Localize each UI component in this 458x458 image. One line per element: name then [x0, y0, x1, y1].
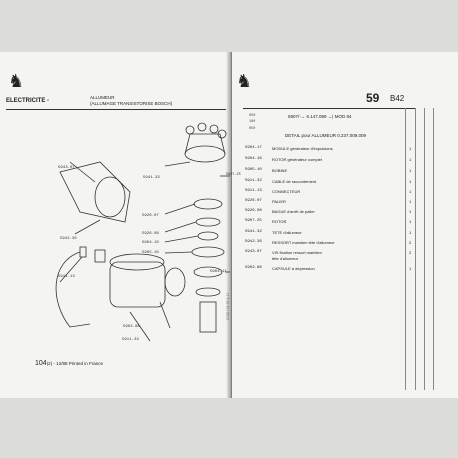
table-row-qty: 1: [409, 219, 412, 224]
table-row-qty: 1: [409, 146, 412, 151]
table-row-code: 5911.13: [245, 189, 262, 193]
table-row-desc: CAPSULE à dépression: [272, 266, 315, 271]
page-code: B42: [390, 94, 405, 103]
section-subtitle-2: (ALLUMAGE TRANSISTORISE BOSCH): [90, 101, 173, 106]
table-row-desc: PALIER: [272, 199, 286, 204]
side-number: 050: [249, 114, 256, 118]
table-rule: [415, 108, 416, 390]
footer-text: (2) - 12/88 Printed in France: [46, 361, 103, 366]
table-row-code: 5911.32: [245, 179, 262, 183]
table-row-code: 5926.08: [245, 209, 262, 213]
table-row-qty: 1: [409, 157, 412, 162]
callout-label: 5941.33: [143, 176, 160, 180]
footer-page-number: 104: [35, 360, 47, 367]
detail-title: DETAIL pour ALLUMEUR 0.237.009.009: [285, 133, 367, 138]
callout-label: 5911.13: [58, 275, 75, 279]
table-row-qty: 1: [409, 199, 412, 204]
table-row-desc: BAGUE d'arrêt de palier: [272, 209, 315, 214]
peugeot-lion-logo-right: ♞: [236, 71, 253, 91]
footer: [35, 360, 103, 367]
callout-label: 5926.08: [142, 232, 159, 236]
table-row-qty: 1: [409, 168, 412, 173]
table-row-desc: CABLE de raccordement: [272, 179, 317, 184]
section-subtitle: ALLUMEUR: [90, 95, 115, 100]
table-rule: [405, 108, 406, 390]
callout-label: 5907.25: [226, 173, 241, 177]
table-row-qty: 1: [409, 209, 412, 214]
table-row-desc: tête d'allumeur: [272, 256, 299, 261]
page-number: 59: [366, 91, 380, 105]
side-number: 180: [249, 120, 256, 124]
callout-label: 5942.30: [60, 237, 77, 241]
section-title: ELECTRICITE -: [6, 98, 49, 104]
table-row-desc: MODULE générateur d'impulsions: [272, 146, 333, 151]
table-row-qty: 1: [409, 266, 412, 271]
table-row-desc: VIS fixation ressort maintien: [272, 250, 322, 255]
table-row-code: 5926.07: [245, 199, 262, 203]
side-number: 050: [249, 127, 256, 131]
callout-label: 5943.07: [58, 166, 75, 170]
callout-label: 5911.33: [122, 338, 139, 342]
table-row-qty: 1: [409, 189, 412, 194]
right-header-rule: [243, 108, 415, 109]
callout-label: 5904.10: [142, 241, 159, 245]
exploded-diagram: [40, 112, 230, 352]
callout-label: 5905.10: [142, 251, 159, 255]
table-row-code: 5943.07: [245, 250, 262, 254]
model-reference: 5907/-→ 6.147.089 →| MOD 84: [288, 114, 352, 119]
callout-label: 5926.07: [142, 214, 159, 218]
table-row-qty: 2: [409, 240, 412, 245]
table-row-qty: 1: [409, 179, 412, 184]
table-row-code: 5905.10: [245, 168, 262, 172]
table-row-qty: 1: [409, 230, 412, 235]
peugeot-lion-logo: ♞: [8, 71, 25, 91]
table-row-desc: CONNECTEUR: [272, 189, 301, 194]
table-row-code: 5941.32: [245, 230, 262, 234]
callout-label: 5902.88: [123, 325, 140, 329]
callout-label: 5904.11: [210, 270, 227, 274]
table-row-desc: ROTOR: [272, 219, 287, 224]
header-rule: [6, 109, 226, 110]
table-row-code: 5942.36: [245, 240, 262, 244]
print-stamp: 0158 104 69 4-11: [226, 292, 230, 320]
table-row-desc: BOBINE: [272, 168, 288, 173]
table-row-code: 5902.88: [245, 266, 262, 270]
distributor-cap: [185, 146, 225, 162]
table-row-qty: 2: [409, 250, 412, 255]
table-row-code: 5907.25: [245, 219, 262, 223]
table-rule: [424, 108, 425, 390]
table-rule: [433, 108, 434, 390]
table-row-code: 5904.17: [245, 146, 262, 150]
distributor-body: [110, 262, 165, 307]
table-row-desc: ROTOR générateur complet: [272, 157, 322, 162]
table-row-desc: TETE d'allumeur: [272, 230, 302, 235]
table-row-code: 5904.16: [245, 157, 262, 161]
table-row-desc: RESSORT maintien tête d'allumeur: [272, 240, 335, 245]
